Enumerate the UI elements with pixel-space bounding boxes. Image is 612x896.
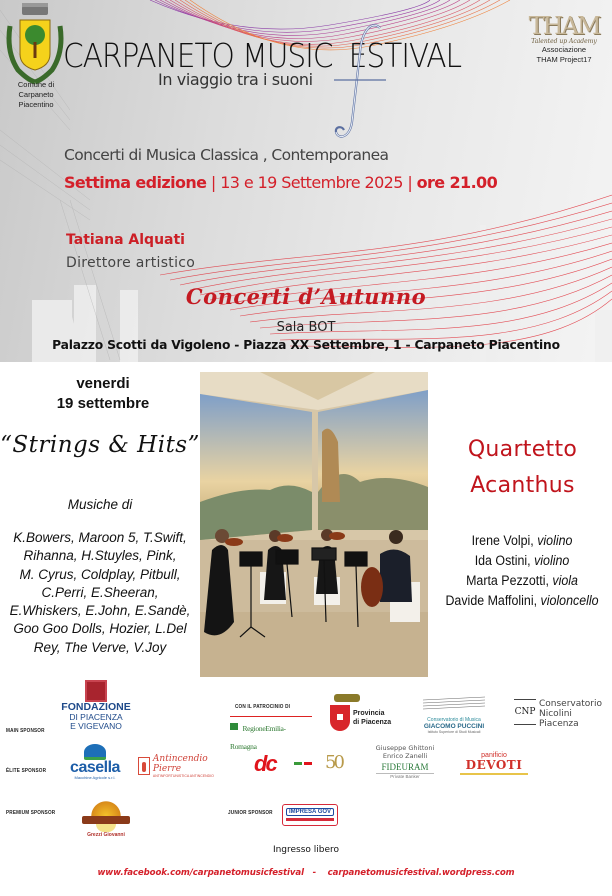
dc-logo-text: dc [254,751,276,776]
provincia-shield-icon [330,705,350,731]
nicolini-emblem-icon: CNP [514,699,536,725]
casella-emblem-icon [84,744,106,760]
casella-sub: Macchine Agricole s.r.l. [74,775,116,780]
series-title: Concerti d’Autunno [185,284,427,309]
devoti-name: DEVOTI [465,758,523,772]
quartet-photo-image [200,372,428,677]
nicolini-line: Conservatorio [539,699,603,709]
association-label: Associazione [541,45,587,54]
member-row: Davide Maffolini, violoncello [445,593,599,608]
nicolini-line: Nicolini [539,709,572,719]
concert-title: “Strings & Hits” [0,432,200,458]
fondazione-logo [56,680,136,731]
municipality-label [8,80,64,110]
grain-sun-icon [88,800,124,816]
member-row: Irene Volpi, violino [471,533,573,548]
impresa-gov-logo [282,804,338,826]
member-name: Marta Pezzotti [466,573,546,588]
nicolini-line: Piacenza [539,719,579,729]
event-day: venerdi [76,375,130,392]
quartet-photo [200,372,428,677]
ensemble-name-line: Quartetto [467,437,578,462]
association-name: THAM Project17 [536,55,592,64]
devoti-sub: panificio [481,752,507,759]
fideuram-sub: Private Banker [376,773,434,779]
puccini-line: GIACOMO PUCCINI [423,723,485,730]
provincia-line: di Piacenza [353,719,392,726]
grezzi-logo [78,800,134,838]
footer-links[interactable]: www.facebook.com/carpanetomusicfestival - carpanetomusicfestival.wordpress.com [97,868,515,878]
tham-logo-sub: Talented up Academy [531,38,597,45]
separator: | [402,173,417,192]
fideuram-name: FIDEURAM [381,762,429,772]
member-instrument: violino [534,553,570,568]
festival-subtitle: In viaggio tra i suoni [158,70,313,89]
tham-logo-text: THAM [528,12,600,40]
member-row: Ida Ostini, violino [474,553,570,568]
edition-time: ore 21.00 [416,173,498,192]
edition-line [64,173,497,192]
provincia-logo [330,694,402,731]
edition-dates: 13 e 19 Settembre 2025 [220,173,403,192]
patronage-label: CON IL PATROCINIO DI [235,704,291,710]
antincendio-name: Antincendio Pierre [152,754,208,774]
fideuram-advisor: Giuseppe Ghittoni [375,744,435,752]
regione-flag-icon [230,723,238,730]
member-name: Irene Volpi [471,533,531,548]
event-date [38,374,168,414]
member-name: Davide Maffolini [445,593,534,608]
festival-title-left: CARPANETO MUSIC [63,36,333,75]
fondazione-line: FONDAZIONE [61,701,131,713]
composer-line: M. Cyrus, Coldplay, Pitbull, [19,566,181,582]
event-date-value: 19 settembre [56,395,150,412]
puccini-line: Istituto Superiore di Studi Musicali [427,730,481,734]
municipality-label-line: Comune di [17,80,55,89]
composer-line: Rihanna, H.Stuyles, Pink, [23,548,177,564]
association-logo [520,14,608,65]
provincia-crown-icon [334,694,360,702]
anniversary-logo: 50 [325,752,342,773]
municipality-label-line: Piacentino [18,100,54,109]
director-role: Direttore artistico [66,255,196,271]
regione-logo [230,716,312,754]
fideuram-advisor: Enrico Zanelli [382,752,428,760]
elite-sponsor-label: ÉLITE SPONSOR [6,768,47,774]
hall-name: Sala BOT [276,320,336,335]
composer-line: E.Whiskers, E.John, E.Sandè, [9,603,191,619]
ensemble-name-line: Acanthus [470,473,575,498]
dc-logo [254,751,316,776]
music-staff-icon [421,696,487,712]
member-instrument: viola [552,573,578,588]
member-row: Marta Pezzotti, viola [466,573,578,588]
casella-logo [64,744,126,780]
casella-name: casella [70,759,120,776]
premium-sponsor-label: PREMIUM SPONSOR [6,810,56,816]
fondazione-line: DI PIACENZA [69,712,123,722]
puccini-line: Conservatorio di Musica [427,717,481,723]
member-instrument: violino [537,533,573,548]
fideuram-logo [366,744,444,779]
separator: | [206,173,221,192]
treble-f-icon [330,22,390,142]
provincia-line: Provincia [353,710,385,717]
grezzi-name: Grezzi Giovanni [87,832,125,838]
antincendio-sub: ANTINFORTUNISTICA ANTINCENDIO [152,774,214,778]
director-name: Tatiana Alquati [66,232,185,248]
header-banner [0,0,612,362]
regione-name: RegioneEmilia-Romagna [230,724,286,751]
devoti-logo [454,752,534,776]
junior-sponsor-label: JUNIOR SPONSOR [228,810,273,816]
member-instrument: violoncello [540,593,599,608]
impresa-name: IMPRESA GOV [286,808,334,816]
conservatorio-puccini-logo [418,696,490,734]
composer-line: Rey, The Verve, V.Joy [33,639,167,655]
antincendio-logo [138,754,238,778]
conservatorio-nicolini-logo [514,699,609,729]
edition-label: Settima edizione [64,173,207,192]
fire-extinguisher-icon [138,757,150,775]
fondazione-emblem-icon [85,680,107,702]
municipality-label-line: Carpaneto [18,90,54,99]
composer-line: Goo Goo Dolls, Hozier, L.Del [13,621,187,637]
concert-genre: Concerti di Musica Classica , Contemporanea [64,146,389,164]
venue-address: Palazzo Scotti da Vigoleno - Piazza XX Settembre, 1 - Carpaneto Piacentino [52,338,560,352]
ensemble-members [439,531,605,611]
music-by-label: Musiche di [67,497,133,512]
ensemble-name [440,432,605,504]
member-name: Ida Ostini [474,553,528,568]
festival-title-right: ESTIVAL [348,36,461,75]
composer-line: K.Bowers, Maroon 5, T.Swift, [13,530,187,545]
main-sponsor-label: MAIN SPONSOR [6,728,45,734]
free-entry: Ingresso libero [272,845,340,855]
fondazione-line: E VIGEVANO [70,721,122,731]
composer-list [0,529,200,657]
composer-line: C.Perri, E.Sheeran, [41,584,159,600]
